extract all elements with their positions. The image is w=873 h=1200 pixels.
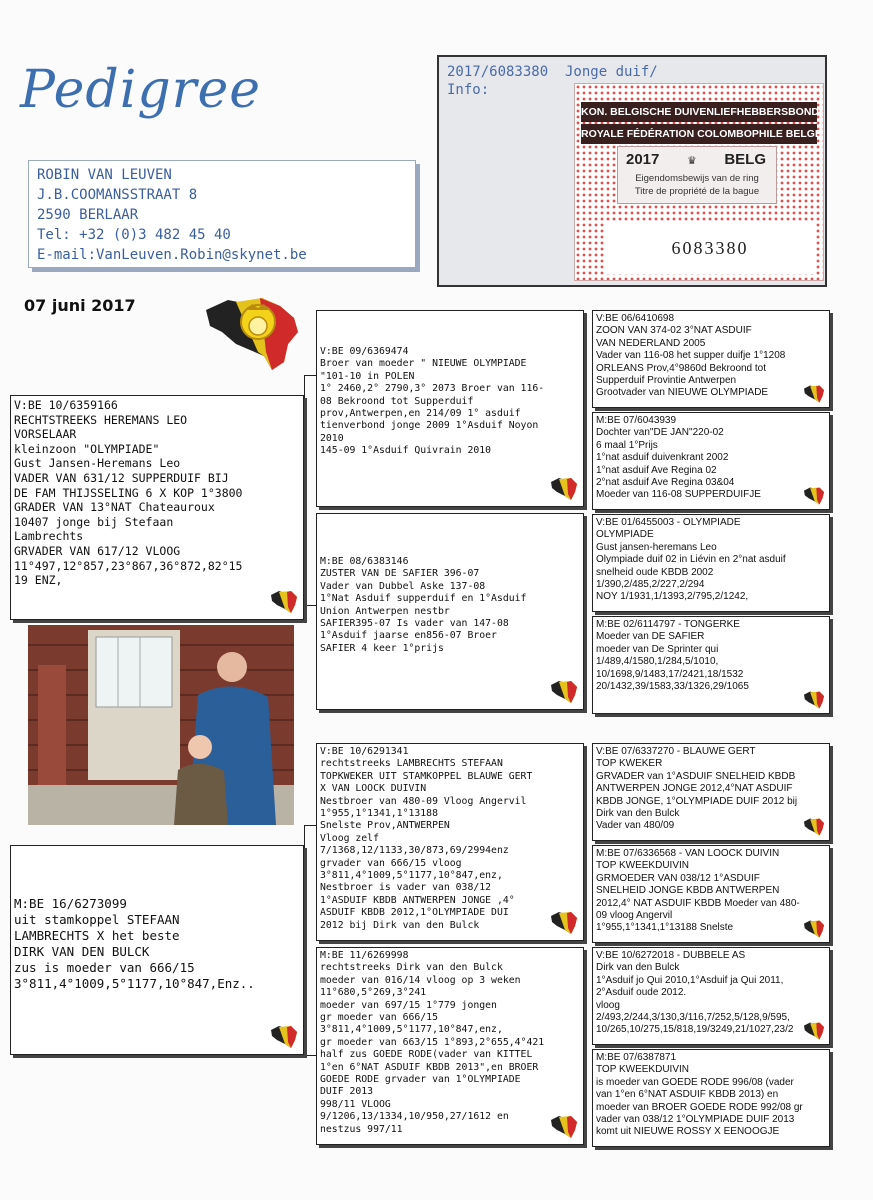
text-line: 11°680,5°269,3°241 — [320, 987, 427, 999]
text-line: Gust Jansen-Heremans Leo — [14, 456, 181, 471]
text-line: 1°nat asduif duivenkrant 2002 — [596, 452, 729, 464]
text-line: 1°en 6°NAT ASDUIF KBDB 2013",en BROER — [320, 1061, 539, 1073]
belgium-flag-icon — [269, 1024, 299, 1050]
text-line: Olympiade duif 02 in Liévin en 2°nat asduif — [596, 554, 786, 566]
text-line: vader van 038/12 1°OLYMPIADE DUIF 2013 — [596, 1114, 795, 1126]
text-line: 2°nat asduif Ave Regina 03&04 — [596, 477, 735, 489]
text-line: M:BE 08/6383146 — [320, 556, 409, 567]
maternal-grandmother-box — [316, 947, 584, 1145]
belgium-flag-icon — [802, 486, 826, 506]
text-line: GOEDE RODE grvader van 1°OLYMPIADE — [320, 1074, 521, 1086]
mother-pedigree-box — [10, 845, 304, 1055]
text-line: 3°811,4°1009,5°1177,10°847,enz, — [320, 1024, 503, 1036]
ring-country: BELG — [724, 151, 766, 168]
text-line: M:BE 07/6043939 — [596, 415, 677, 426]
text-line: gr moeder van 663/15 1°893,2°655,4°421 — [320, 1036, 545, 1048]
text-line: SAFIER 4 keer 1°prijs — [320, 642, 444, 654]
connector-line — [584, 575, 585, 670]
great-grandmother-mfm-box — [592, 845, 830, 943]
belgium-flag-icon — [802, 1021, 826, 1041]
text-line: Moeder van DE SAFIER — [596, 631, 705, 643]
text-line: ZOON VAN 374-02 3°NAT ASDUIF — [596, 325, 752, 337]
crown-icon: ♛ — [688, 153, 696, 168]
great-grandfather-mmf-box — [592, 947, 830, 1045]
text-line: 1°Nat Asduif supperduif en 1°Asduif — [320, 593, 527, 605]
text-line: 7/1368,12/1133,30/873,69/2994enz — [320, 845, 509, 857]
text-line: 09 vloog Angervil — [596, 910, 673, 922]
owner-city: 2590 BERLAAR — [37, 207, 139, 223]
text-line: GRVADER VAN 617/12 VLOOG — [14, 543, 181, 558]
text-line: 3°811,4°1009,5°1177,10°847,Enz.. — [14, 976, 255, 991]
text-line: ANTWERPEN JONGE 2012,4°NAT ASDUIF — [596, 783, 793, 795]
text-line: rechtstreeks Dirk van den Bulck — [320, 962, 503, 974]
text-line: prov,Antwerpen,en 214/09 1° asduif — [320, 408, 521, 420]
text-line: grvader van 666/15 vloog — [320, 857, 462, 869]
maternal-grandfather-box — [316, 743, 584, 941]
text-line: rechtstreeks LAMBRECHTS STEFAAN — [320, 758, 503, 770]
paternal-grandmother-box — [316, 513, 584, 710]
text-line: 10/1698,9/1483,17/2421,18/1532 — [596, 668, 744, 680]
owner-email: E-mail:VanLeuven.Robin@skynet.be — [37, 247, 307, 263]
owner-name: ROBIN VAN LEUVEN — [37, 167, 172, 183]
text-line: moeder van De Sprinter qui — [596, 643, 719, 655]
text-line: RECHTSTREEKS HEREMANS LEO — [14, 412, 188, 427]
text-line: GRADER VAN 13°NAT Chateauroux — [14, 500, 215, 515]
text-line: GRMOEDER VAN 038/12 1°ASDUIF — [596, 872, 760, 884]
text-line: 2/493,2/244,3/130,3/116,7/252,5/128,9/595, — [596, 1012, 790, 1024]
belgium-flag-icon — [802, 384, 826, 404]
text-line: 1°955,1°1341,1°13188 — [320, 808, 438, 820]
text-line: V:BE 06/6410698 — [596, 313, 675, 324]
text-line: 3°811,4°1009,5°1177,10°847,enz, — [320, 870, 503, 882]
father-pedigree-box — [10, 395, 304, 620]
text-line: V:BE 10/6291341 — [320, 746, 409, 757]
text-line: TOP KWEEKDUIVIN — [596, 860, 689, 872]
text-line: 1/489,4/1580,1/284,5/1010, — [596, 656, 719, 668]
text-line: is moeder van GOEDE RODE 996/08 (vader — [596, 1076, 794, 1088]
belgium-flag-icon — [269, 589, 299, 615]
text-line: 2012,4° NAT ASDUIF KBDB Moeder van 480- — [596, 897, 800, 909]
text-line: 2012 bij Dirk van den Bulck — [320, 919, 480, 931]
text-line: 2010 — [320, 432, 344, 444]
owner-photo — [28, 625, 294, 825]
belgium-flag-icon — [549, 1114, 579, 1140]
text-line: V:BE 09/6369474 — [320, 346, 409, 357]
pedigree-date: 07 juni 2017 — [24, 296, 136, 315]
text-line: ASDUIF KBDB 2012,1°OLYMPIADE DUI — [320, 907, 509, 919]
text-line: Dirk van den Bulck — [596, 962, 680, 974]
paternal-grandfather-box — [316, 310, 584, 507]
text-line: VAN NEDERLAND 2005 — [596, 337, 706, 349]
federation-name-fr: ROYALE FÉDÉRATION COLOMBOPHILE BELGE — [581, 124, 817, 144]
text-line: 1/390,2/485,2/227,2/294 — [596, 579, 705, 591]
text-line: Vader van 116-08 het supper duifje 1°1208 — [596, 350, 786, 362]
text-line: KBDB JONGE, 1°OLYMPIADE DUIF 2012 bij — [596, 795, 798, 807]
text-line: 11°497,12°857,23°867,36°872,82°15 — [14, 558, 243, 573]
text-line: X VAN LOOCK DUIVIN — [320, 783, 427, 795]
text-line: DIRK VAN DEN BULCK — [14, 944, 150, 959]
great-grandmother-mm-box — [592, 616, 830, 714]
great-grandmother-fm-box — [592, 412, 830, 510]
owner-phone: Tel: +32 (0)3 482 45 40 — [37, 227, 231, 243]
text-line: VORSELAAR — [14, 427, 77, 442]
text-line: Gust jansen-heremans Leo — [596, 541, 717, 553]
great-grandmother-mmm-box — [592, 1049, 830, 1147]
text-line: 6 maal 1°Prijs — [596, 439, 658, 451]
ring-number: 6083380 — [605, 222, 815, 274]
text-line: V:BE 10/6359166 — [14, 398, 118, 412]
text-line: snelheid oude KBDB 2002 — [596, 566, 714, 578]
text-line: Dirk van den Bulck — [596, 808, 680, 820]
great-grandfather-mf-box — [592, 514, 830, 612]
ring-year-panel — [617, 146, 777, 204]
text-line: 1°ASDUIF KBDB ANTWERPEN JONGE ,4° — [320, 894, 515, 906]
text-line: Union Antwerpen nestbr — [320, 605, 450, 617]
belgium-flag-icon — [549, 910, 579, 936]
text-line: DE FAM THIJSSELING 6 X KOP 1°3800 — [14, 485, 243, 500]
text-line: Snelste Prov,ANTWERPEN — [320, 820, 450, 832]
text-line: Nestbroer is vader van 038/12 — [320, 882, 492, 894]
text-line: 19 ENZ, — [14, 573, 63, 588]
connector-line — [304, 825, 305, 1055]
text-line: NOY 1/1931,1/1393,2/795,2/1242, — [596, 591, 749, 603]
connector-line — [304, 375, 316, 376]
text-line: 1°955,1°1341,1°13188 Snelste — [596, 922, 734, 934]
page-title: Pedigree — [20, 60, 262, 120]
text-line: M:BE 11/6269998 — [320, 950, 409, 961]
text-line: van 1°en 6°NAT ASDUIF KBDB 2013) en — [596, 1089, 779, 1101]
text-line: Vader van 480/09 — [596, 820, 675, 832]
text-line: Vloog zelf — [320, 832, 379, 844]
ownership-label-nl: Eigendomsbewijs van de ring — [635, 173, 759, 184]
text-line: V:BE 10/6272018 - DUBBELE AS — [596, 950, 746, 961]
text-line: 10/265,10/275,15/818,19/3249,21/1027,23/2 — [596, 1024, 794, 1036]
text-line: Moeder van 116-08 SUPPERDUIFJE — [596, 489, 761, 501]
text-line: moeder van BROER GOEDE RODE 992/08 gr — [596, 1101, 803, 1113]
text-line: 2°Asduif oude 2012. — [596, 987, 687, 999]
text-line: 145-09 1°Asduif Quivrain 2010 — [320, 445, 492, 457]
text-line: Lambrechts — [14, 529, 84, 544]
text-line: moeder van 016/14 vloog op 3 weken — [320, 974, 521, 986]
text-line: nestzus 997/11 — [320, 1123, 403, 1135]
text-line: LAMBRECHTS X het beste — [14, 928, 180, 943]
text-line: TOP KWEKER — [596, 758, 663, 770]
text-line: DUIF 2013 — [320, 1086, 374, 1098]
text-line: 10407 jonge bij Stefaan — [14, 514, 174, 529]
text-line: 1°nat asduif Ave Regina 02 — [596, 464, 717, 476]
ring-header-line2: Info: — [447, 82, 490, 98]
ring-header-line1: 2017/6083380 Jonge duif/ — [447, 64, 658, 80]
text-line: TOPKWEKER UIT STAMKOPPEL BLAUWE GERT — [320, 770, 533, 782]
text-line: SNELHEID JONGE KBDB ANTWERPEN — [596, 885, 780, 897]
text-line: ZUSTER VAN DE SAFIER 396-07 — [320, 568, 480, 580]
text-line: uit stamkoppel STEFAAN — [14, 912, 180, 927]
belgium-flag-icon — [802, 919, 826, 939]
text-line: Grootvader van NIEUWE OLYMPIADE — [596, 387, 769, 399]
text-line: M:BE 02/6114797 - TONGERKE — [596, 619, 740, 630]
belgium-flag-icon — [802, 690, 826, 710]
connector-line — [584, 790, 585, 885]
text-line: TOP KWEEKDUIVIN — [596, 1064, 689, 1076]
federation-name-nl: KON. BELGISCHE DUIVENLIEFHEBBERSBOND — [581, 102, 817, 122]
connector-line — [304, 375, 305, 605]
connector-line — [304, 605, 316, 606]
ring-info-box — [437, 55, 827, 287]
text-line: V:BE 07/6337270 - BLAUWE GERT — [596, 746, 756, 757]
text-line: komt uit NIEUWE ROSSY X EENOOGJE — [596, 1126, 780, 1138]
ownership-label-fr: Titre de propriété de la bague — [634, 186, 760, 197]
text-line: SAFIER395-07 Is vader van 147-08 — [320, 618, 509, 630]
text-line: M:BE 16/6273099 — [14, 896, 127, 911]
connector-line — [584, 370, 585, 462]
owner-street: J.B.COOMANSSTRAAT 8 — [37, 187, 198, 203]
text-line: Dochter van"DE JAN"220-02 — [596, 427, 724, 439]
text-line: gr moeder van 666/15 — [320, 1012, 438, 1024]
ring-ownership-card — [574, 83, 824, 281]
text-line: half zus GOEDE RODE(vader van KITTEL — [320, 1049, 533, 1061]
text-line: 20/1432,39/1583,33/1326,29/1065 — [596, 681, 749, 693]
connector-line — [584, 1000, 585, 1100]
text-line: zus is moeder van 666/15 — [14, 960, 195, 975]
great-grandfather-ff-box — [592, 310, 830, 408]
belgium-flag-icon — [549, 679, 579, 705]
text-line: OLYMPIADE — [596, 529, 654, 541]
text-line: Vader van Dubbel Aske 137-08 — [320, 580, 486, 592]
text-line: 08 Bekroond tot Supperduif — [320, 395, 474, 407]
connector-line — [304, 1055, 316, 1056]
text-line: M:BE 07/6336568 - VAN LOOCK DUIVIN — [596, 848, 780, 859]
belgium-flag-icon — [802, 817, 826, 837]
text-line: M:BE 07/6387871 — [596, 1052, 677, 1063]
connector-line — [304, 825, 316, 826]
text-line: ORLEANS Prov,4°9860d Bekroond tot — [596, 362, 767, 374]
belgium-flag-icon — [549, 476, 579, 502]
text-line: tienverbond jonge 2009 1°Asduif Noyon — [320, 420, 539, 432]
text-line: 1°Asduif jo Qui 2010,1°Asduif ja Qui 2011, — [596, 974, 784, 986]
text-line: "101-10 in POLEN — [320, 370, 415, 382]
text-line: GRVADER van 1°ASDUIF SNELHEID KBDB — [596, 770, 796, 782]
text-line: 998/11 VLOOG — [320, 1098, 391, 1110]
text-line: V:BE 01/6455003 - OLYMPIADE — [596, 517, 741, 528]
ring-year: 2017 — [626, 151, 660, 168]
text-line: kleinzoon "OLYMPIADE" — [14, 441, 160, 456]
text-line: moeder van 697/15 1°779 jongen — [320, 999, 497, 1011]
belgium-map-logo — [200, 292, 302, 372]
text-line: 9/1206,13/1334,10/950,27/1612 en — [320, 1111, 509, 1123]
owner-address-box — [28, 160, 416, 268]
text-line: Broer van moeder " NIEUWE OLYMPIADE — [320, 358, 527, 370]
text-line: Supperduif Provintie Antwerpen — [596, 375, 737, 387]
text-line: 1° 2460,2° 2790,3° 2073 Broer van 116- — [320, 383, 545, 395]
text-line: VADER VAN 631/12 SUPPERDUIF BIJ — [14, 470, 229, 485]
text-line: 1°Asduif jaarse en856-07 Broer — [320, 630, 497, 642]
great-grandfather-mff-box — [592, 743, 830, 841]
text-line: vloog — [596, 999, 620, 1011]
text-line: Nestbroer van 480-09 Vloog Angervil — [320, 795, 527, 807]
